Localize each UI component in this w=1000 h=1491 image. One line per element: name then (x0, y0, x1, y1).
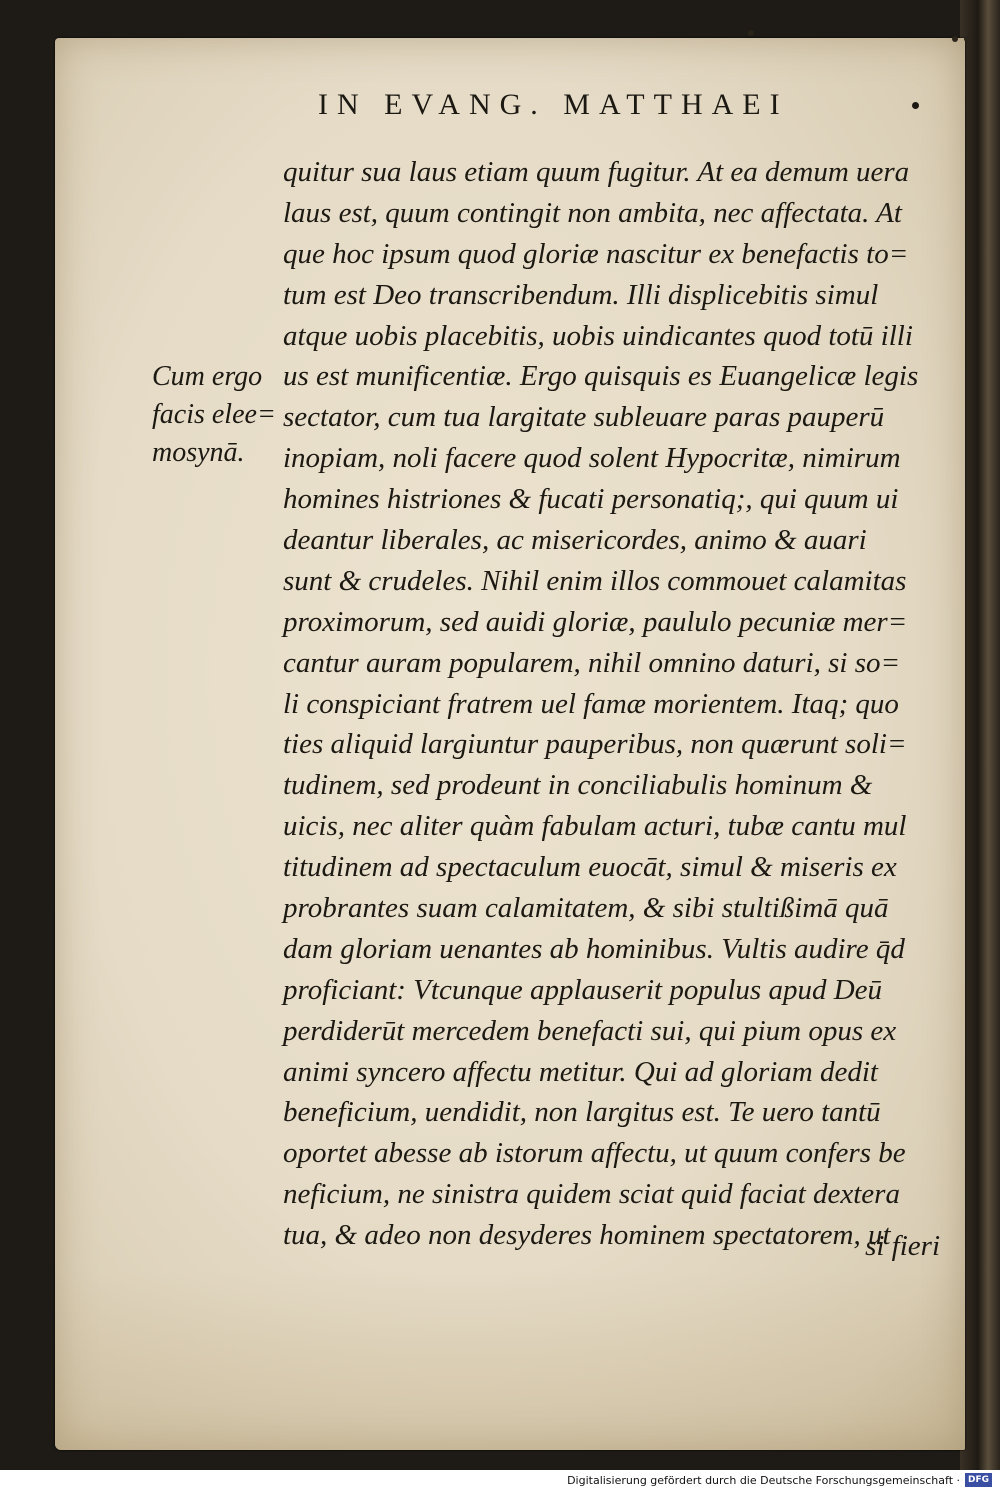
text-line: li conspiciant fratrem uel famæ morientem. Itaq; quo (283, 687, 899, 720)
text-line: proximorum, sed auidi gloriæ, paululo pecuniæ mer= (283, 605, 908, 638)
text-line: cantur auram popularem, nihil omnino daturi, si so= (283, 646, 901, 679)
text-line: laus est, quum contingit non ambita, nec affectata. At (283, 196, 902, 229)
text-line: ties aliquid largiuntur pauperibus, non quærunt soli= (283, 728, 907, 761)
text-line: oportet abesse ab istorum affectu, ut quum confers be (283, 1137, 906, 1170)
text-line: quitur sua laus etiam quum fugitur. At ea demum uera (283, 156, 910, 188)
text-line: deantur liberales, ac misericordes, animo & auari (283, 524, 867, 557)
text-line: tudinem, sed prodeunt in conciliabulis hominum & (283, 769, 873, 802)
marginal-note (152, 358, 277, 472)
marginal-note-line: Cum ergo (152, 361, 263, 392)
text-line: tua, & adeo non desyderes hominem spectatorem, ut (283, 1219, 891, 1252)
text-line: inopiam, noli facere quod solent Hypocritæ, nimirum (283, 442, 901, 475)
text-line: animi syncero affectu metitur. Qui ad gloriam dedit (283, 1055, 878, 1088)
page-mark (964, 36, 970, 42)
page-mark (748, 30, 754, 36)
text-line: probrantes suam calamitatem, & sibi stultißimā quā (283, 892, 889, 925)
page-stain (55, 1270, 965, 1450)
dfg-logo: DFG (965, 1473, 992, 1487)
text-line: homines histriones & fucati personatiq;, qui quum ui (283, 483, 899, 516)
text-line: uicis, nec aliter quàm fabulam acturi, tubæ cantu mul (283, 810, 907, 843)
catchword: si fieri (865, 1230, 940, 1262)
text-line: tum est Deo transcribendum. Illi displicebitis simul (283, 278, 879, 311)
text-line: beneficium, uendidit, non largitus est. Te uero tantū (283, 1096, 881, 1129)
text-line: sunt & crudeles. Nihil enim illos commouet calamitas (283, 564, 907, 597)
text-line: proficiant: Vtcunque applauserit populus apud Deū (283, 973, 883, 1006)
marginal-note-line: facis elee= (152, 399, 276, 430)
text-line: atque uobis placebitis, uobis uindicantes quod totū illi (283, 319, 913, 352)
text-line: sectator, cum tua largitate subleuare paras pauperū (283, 401, 885, 434)
text-line: titudinem ad spectaculum euocāt, simul & miseris ex (283, 851, 897, 884)
text-line: dam gloriam uenantes ab hominibus. Vultis audire q̄d (283, 932, 905, 965)
page-mark (952, 36, 958, 42)
running-head-dot (912, 102, 919, 109)
text-line: neficium, ne sinistra quidem sciat quid faciat dextera (283, 1178, 900, 1211)
funding-credit: Digitalisierung gefördert durch die Deutsche Forschungsgemeinschaft · (567, 1474, 960, 1487)
text-line: que hoc ipsum quod gloriæ nascitur ex benefactis to= (283, 237, 909, 270)
digitization-footer (0, 1470, 1000, 1491)
running-head: IN EVANG. MATTHAEI (318, 88, 789, 121)
body-text (283, 152, 923, 1256)
text-line: perdiderūt mercedem benefacti sui, qui pium opus ex (283, 1014, 897, 1047)
text-line: us est munificentiæ. Ergo quisquis es Euangelicæ legis (283, 360, 919, 393)
book-binding-edge (960, 0, 1000, 1470)
marginal-note-line: mosynā. (152, 437, 245, 468)
